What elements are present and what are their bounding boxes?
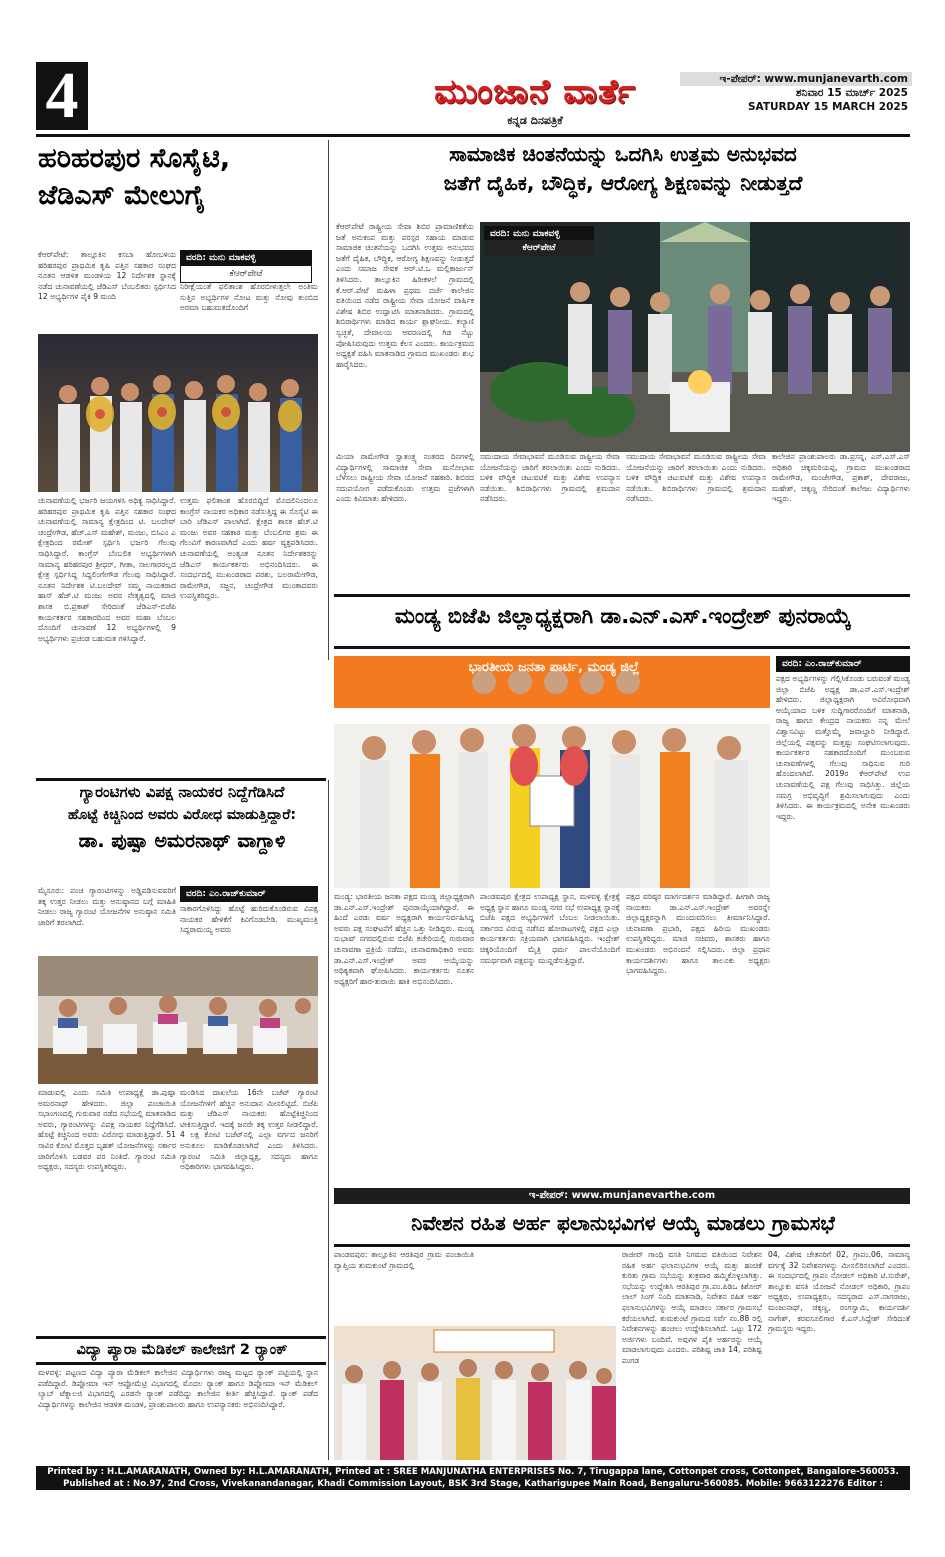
article4-col1: ಮೈಸೂರು: ಪಂಚ ಗ್ಯಾರಂಟಿಗಳನ್ನು ಅಡ್ಡಿಪಡಿಸುವವರಿಗೆ ತಕ್ಕ ಉತ್ತರ ನೀಡಲು ಮತ್ತು ಅನುಷ್ಠಾನದ ಬಗ್ಗೆ ಮಾಹಿತಿ ನೀಡಲು ರಾಜ್ಯ ಗ್ಯಾರಂಟಿ ಯೋಜನೆಗಳ ಅನುಷ್ಠಾನ ಸಮಿತಿ ಜಾರಿಗೆ ತರಲಾಗಿದೆ. <box>38 886 176 927</box>
article2-headline: ಸಾಮಾಜಿಕ ಚಿಂತನೆಯನ್ನು ಒದಗಿಸಿ ಉತ್ತಮ ಅನುಭವದ ಜತೆಗೆ ದೈಹಿಕ, ಬೌದ್ಧಿಕ, ಆರೋಗ್ಯ ಶಿಕ್ಷಣವನ್ನು ನೀಡುತ್ತದೆ <box>443 142 803 195</box>
masthead <box>395 72 675 128</box>
article5-rule-bottom <box>36 1362 326 1365</box>
page-number: 4 <box>36 62 88 130</box>
article5-text: ಮಳವಳ್ಳಿ: ಪಟ್ಟಣದ ವಿದ್ಯಾ ಪ್ಯಾರಾ ಮೆಡಿಕಲ್ ಕಾಲೇಜಿನ ವಿದ್ಯಾರ್ಥಿಗಳು ರಾಜ್ಯ ಮಟ್ಟದ ರ್‍ಯಾಂಕ್ ಪಟ್ಟಿಯಲ್ಲಿ ಸ್ಥಾನ ಪಡೆದಿದ್ದಾರೆ. ಡಿಪ್ಲೋಮಾ ಇನ್ ಆಪ್ಟೋಮೆಟ್ರಿ ವಿಭಾಗದಲ್ಲಿ ಮೊದಲ ರ್‍ಯಾಂಕ್ ಹಾಗೂ ಡಿಪ್ಲೋಮಾ ಇನ್ ಮೆಡಿಕಲ್ ಲ್ಯಾಬ್ ಟೆಕ್ನಾಲಜಿ ವಿಭಾಗದಲ್ಲಿ ಎರಡನೇ ರ್‍ಯಾಂಕ್ ಪಡೆದಿದ್ದು ಕಾಲೇಜಿನ ಕೀರ್ತಿ ಹೆಚ್ಚಿಸಿದ್ದಾರೆ. ರ್‍ಯಾಂಕ್ ಪಡೆದ ವಿದ್ಯಾರ್ಥಿಗಳನ್ನು ಕಾಲೇಜಿನ ಆಡಳಿತ ಮಂಡಳಿ, ಪ್ರಾಂಶುಪಾಲರು ಹಾಗೂ ಉಪನ್ಯಾಸಕರು ಅಭಿನಂದಿಸಿದ್ದಾರೆ. <box>38 1368 318 1409</box>
newspaper-subtitle: ಕನ್ನಡ ದಿನಪತ್ರಿಕೆ <box>507 114 563 127</box>
article4-col2: ಸಾಕಾರಗೊಳಿಸಿದ್ದು ಹೊಟ್ಟೆ ಹುರಿದುಕೊಂಡಿರುವ ವಿಪಕ್ಷ ನಾಯಕರ ಹೇಳಿಕೆಗೆ ಕಿವಿಗೊಡಬೇಡಿ. ಮುಖ್ಯಮಂತ್ರಿ ಸಿದ್ದರಾಮಯ್ಯ ಅವರು <box>180 904 318 935</box>
article6-col3: 04, ವಿಶೇಷ ಚೇತನರಿಗೆ 02, ಗ್ರಾಪಂ.06, ಸಾಮಾನ್ಯ ವರ್ಗಕ್ಕೆ 32 ನಿವೇಶನಗಳನ್ನು ಮೀಸಲಿರಿಸಲಾಗಿದೆ ಎಂದರು. ಈ ಸಂದರ್ಭದಲ್ಲಿ ಗ್ರಾಪಂ ನೋಡಲ್ ಅಧಿಕಾರಿ ಟಿ.ಸುರೇಶ್, ತಾಲ್ಲೂಕು ವಸತಿ ಯೋಜನೆ ನೋಡಲ್ ಅಧಿಕಾರಿ, ಗ್ರಾಪಂ ಅಧ್ಯಕ್ಷರು, ಉಪಾಧ್ಯಕ್ಷರು, ಸದಸ್ಯರಾದ ಎಸ್.ನಾಗರಾಜು, ಮಂಜುನಾಥ್, ಚಿಕ್ಕಣ್ಣ, ರಂಗಸ್ವಾಮಿ, ಕಾರ್ಯದರ್ಶಿ ನಾಗೇಶ್, ಕರವಸೂಲಿಗಾರ ಕೆ.ಎಸ್.ಸಿದ್ದೇಶ್ ಸೇರಿದಂತೆ ಗ್ರಾಮಸ್ಥರು ಇದ್ದರು. <box>768 1250 910 1334</box>
article5-rule-top <box>36 1336 326 1339</box>
article4-rule-top <box>36 778 326 781</box>
column-divider <box>328 780 329 1460</box>
article3-col2: ಪಾಂಡವಪುರ ಕ್ಷೇತ್ರದ ಉಪಾಧ್ಯಕ್ಷ ಸ್ಥಾನ, ಮಳವಳ್ಳಿ ಕ್ಷೇತ್ರಕ್ಕೆ ಅಧ್ಯಕ್ಷ ಸ್ಥಾನ ಹಾಗೂ ಮಂಡ್ಯ ನಗರ ಸಭೆ ಉಪಾಧ್ಯಕ್ಷ ಸ್ಥಾನಕ್ಕೆ ಬಿಜೆಪಿ ಪಕ್ಷದ ಅಭ್ಯರ್ಥಿಗಳಿಗೆ ಬೆಂಬಲ ನೀಡಲಾಯಿತು. ಸರ್ಕಾರದ ವಿರುದ್ಧ ನಡೆಸಿದ ಹೋರಾಟಗಳಲ್ಲಿ ಪಕ್ಷದ ಎಲ್ಲಾ ಕಾರ್ಯಕರ್ತರು ಸಕ್ರಿಯವಾಗಿ ಭಾಗವಹಿಸಿದ್ದರು. ಇಂದ್ರೇಶ್ ಚಿಕ್ಕರಿಯೊಂದಿಗೆ ಮೈತ್ರಿ ಧರ್ಮ ಪಾಲನೆಯೊಂದಿಗೆ ಸಮರ್ಥವಾಗಿ ಪಕ್ಷವನ್ನು ಮುನ್ನಡೆಸುತ್ತಿದ್ದಾರೆ. <box>480 892 620 965</box>
article1-col4: ಉತ್ತಮ ಫಲಿತಾಂಶ ಹೊರಬಿದ್ದಿದೆ ಮೊದಲಿನಿಂದಲೂ ಕಾಂಗ್ರೆಸ್ ನಾಯಕರ ಅಧಿಕಾರ ನಡೆಸುತ್ತಿದ್ದ ಈ ಸೊಸೈಟಿ ಈ ಬಾರಿ ಜೆಡಿಎಸ್ ಪಾಲಾಗಿದೆ. ಕ್ಷೇತ್ರದ ಶಾಸಕ ಹೆಚ್.ಟಿ ಮಂಜು ಅವರ ಸಹಕಾರ ಮತ್ತು ಬೆಂಬಲಿಗರ ಶ್ರಮ ಈ ಗೆಲುವಿಗೆ ಕಾರಣವಾಗಿದೆ ಎಂದು ಹರ್ಷ ವ್ಯಕ್ತಪಡಿಸಿದರು. ಚುನಾವಣೆಯಲ್ಲಿ ಅಂತ್ಯಂತ ನೂತನ ನಿರ್ದೇಶಕರನ್ನು ಜೆಡಿಎಸ್ ಕಾರ್ಯಕರ್ತರು ಅಭಿನಂದಿಸಿದರು. ಈ ಸಂದರ್ಭದಲ್ಲಿ ಮುಖಂಡರಾದ ಪರಶು, ಬಲರಾಮೇಗೌಡ, ರಾಮೇಗೌಡ, ಸಜ್ಜನ, ಚಂದ್ರೇಗೌಡ ಮುಂತಾದವರು ಉಪಸ್ಥಿತರಿದ್ದರು. <box>180 496 318 601</box>
article4-headline: ಗ್ಯಾರಂಟಿಗಳು ವಿಪಕ್ಷ ನಾಯಕರ ನಿದ್ದೆಗೆಡಿಸಿದೆ ಹೊಟ್ಟೆ ಕಿಚ್ಚಿನಿಂದ ಅವರು ವಿರೋಧ ಮಾಡುತ್ತಿದ್ದಾರೆ: ಡಾ. ಪುಷ್ಪಾ ಅಮರನಾಥ್ ವಾಗ್ದಾಳಿ <box>68 783 296 853</box>
imprint-footer: Printed by : H.L.AMARANATH, Owned by: H.L.AMARANATH, Printed at : SREE MANJUNATHA ENTERPRISES No. 7, Tirugappa lane, Cottonpet cross, Cottonpet, Bangalore-560053. Published at : No.97, 2nd Cross, Vivekanandanagar, Khadi Commission Layout, BSK 3rd Stage, Katharigupee Main Road, Bengaluru-560085. Mobile: 9663122276 Editor : H.L.AMARANATH <box>36 1466 910 1490</box>
epaper-url: ಇ-ಪೇಪರ್: www.munjanevarth.com <box>680 72 912 86</box>
article6-headline: ನಿವೇಶನ ರಹಿತ ಅರ್ಹ ಫಲಾನುಭವಿಗಳ ಆಯ್ಕೆ ಮಾಡಲು ಗ್ರಾಮಸಭೆ <box>411 1211 835 1235</box>
epaper-band: ಇ-ಪೇಪರ್: www.munjanevarthe.com <box>334 1188 910 1204</box>
article2-byline-place: ಕೆಆರ್‌ಪೇಟೆ <box>484 240 594 256</box>
article2-col1: ಕೆಆರ್‌ಪೇಟೆ ರಾಷ್ಟ್ರೀಯ ಸೇವಾ ಶಿಬಿರ ಪ್ರಾಮಾಣಿಕತೆಯ ಜತೆ ಅನುಕಂಪ ಮತ್ತು ಪರಸ್ಪರ ಸಹಾಯ ಮಾಡುವ ಸಾಮಾಜಿಕ ಚಿಂತನೆಯನ್ನು ಒದಗಿಸಿ ಉತ್ತಮ ಅನುಭವದ ಜತೆಗೆ ದೈಹಿಕ, ಬೌದ್ಧಿಕ, ಆರೋಗ್ಯ ಶಿಕ್ಷಣವನ್ನು ನೀಡುತ್ತದೆ ಎಂದು ಸಮಾಜ ಸೇವಕ ಆರ್.ಟಿ.ಒ ಮಲ್ಲಿಕಾರ್ಜುನ್ ತಿಳಿಸಿದರು. ತಾಲ್ಲೂಕಿನ ಹಿರೀಕಳಲೆ ಗ್ರಾಮದಲ್ಲಿ ಕೆ.ಆರ್.ಪೇಟೆ ಮಹಿಳಾ ಪ್ರಥಮ ದರ್ಜೆ ಕಾಲೇಜಿನ ವತಿಯಿಂದ ನಡೆದ ರಾಷ್ಟ್ರೀಯ ಸೇವಾ ಯೋಜನೆ ವಾರ್ಷಿಕ ವಿಶೇಷ ಶಿಬಿರ ಉದ್ಘಾಟಿಸಿ ಮಾತನಾಡಿದರು. ಗ್ರಾಮದಲ್ಲಿ ಶಿಬಿರಾರ್ಥಿಗಳು ಮಾಡಿದ ಕಾರ್ಯ ಶ್ಲಾಘನೀಯ. ಕಲ್ಯಾಣಿ ಸ್ವಚ್ಛತೆ, ದೇವಾಲಯ ಆವರಣದಲ್ಲಿ ಗಿಡ ನೆಟ್ಟು ಪೋಷಿಸಿರುವುದು ಉತ್ತಮ ಕೆಲಸ ಎಂದರು. ಕಾರ್ಯಕ್ರಮದ ಅಧ್ಯಕ್ಷತೆ ವಹಿಸಿ ಮಾತನಾಡಿದ ಗ್ರಾಮದ ಮುಖಂಡರು ಶುಭ ಹಾರೈಸಿದರು. <box>336 222 474 369</box>
article1-photo <box>38 334 318 492</box>
article4-col3: ಮಾಡುವಲ್ಲಿ ಎಂದು ಸಮಿತಿ ಉಪಾಧ್ಯಕ್ಷೆ ಡಾ.ಪುಷ್ಪಾ ಅಮರನಾಥ್ ಹೇಳಿದರು. ಜಿಲ್ಲಾ ಪಂಚಾಯಿತಿ ಸಭಾಂಗಣದಲ್ಲಿ ಗುರುವಾರ ನಡೆದ ಸಭೆಯಲ್ಲಿ ಮಾತನಾಡಿದ ಅವರು, ಗ್ಯಾರಂಟಿಗಳನ್ನು ವಿಪಕ್ಷ ನಾಯಕರ ನಿದ್ದೆಗೆಡಿಸಿದೆ. ಹೊಟ್ಟೆ ಕಿಚ್ಚಿನಿಂದ ಅವರು ವಿರೋಧ ಮಾಡುತ್ತಿದ್ದಾರೆ. 51 ಸಾವಿರ ಕೋಟಿ ಮೊತ್ತದ ಬೃಹತ್ ಯೋಜನೆಗಳನ್ನು ಸರ್ಕಾರ ಜಾರಿಗೊಳಿಸಿ ಬಡವರ ಪರ ನಿಂತಿದೆ. ಗ್ಯಾರಂಟಿ ಸಮಿತಿ ಅಧ್ಯಕ್ಷರು, ಸದಸ್ಯರು ಉಪಸ್ಥಿತರಿದ್ದರು. <box>38 1088 176 1172</box>
article2-col3b: ಸಮುದಾಯ ಸೇವಾಭಾವನೆ ಮೂಡಿಸುವ ರಾಷ್ಟ್ರೀಯ ಸೇವಾ ಯೋಜನೆಯನ್ನು ಜಾರಿಗೆ ತರಲಾಯಿತು ಎಂದು ನುಡಿದರು. ಬಳಿಕ ವೌದ್ಧಿಕ ಚಟುವಟಿಕೆ ಮತ್ತು ವಿಶೇಷ ಉಪನ್ಯಾಸ ನಡೆಯಿತು. ಶಿಬಿರಾರ್ಥಿಗಳು ಗ್ರಾಮದಲ್ಲಿ ಶ್ರಮದಾನ ನಡೆಸಿದರು. <box>626 452 766 504</box>
article4-col4: ಮಂಡಿಸಿದ ದಾಖಲೆಯ 16ನೇ ಬಜೆಟ್ ಗ್ಯಾರಂಟಿ ಯೋಜನೆಗಳಿಗೆ ಹೆಚ್ಚಿನ ಅನುದಾನ ಮೀಸಲಿಟ್ಟಿದೆ. ಬಿಜೆಪಿ ಮತ್ತು ಜೆಡಿಎಸ್ ನಾಯಕರು ಹೊಟ್ಟೆಕಿಚ್ಚಿನಿಂದ ಟೀಕಿಸುತ್ತಿದ್ದಾರೆ. ಇದಕ್ಕೆ ಜನರೇ ತಕ್ಕ ಉತ್ತರ ನೀಡಲಿದ್ದಾರೆ. 4 ಲಕ್ಷ ಕೋಟಿ ಬಜೆಟ್‌ನಲ್ಲಿ ಎಲ್ಲಾ ವರ್ಗದ ಜನರಿಗೆ ಅನುಕೂಲ ಮಾಡಿಕೊಡಲಾಗಿದೆ ಎಂದು ತಿಳಿಸಿದರು. ಗ್ಯಾರಂಟಿ ಸಮಿತಿ ಜಿಲ್ಲಾಧ್ಯಕ್ಷ, ಸದಸ್ಯರು ಹಾಗೂ ಅಧಿಕಾರಿಗಳು ಭಾಗವಹಿಸಿದ್ದರು. <box>180 1088 318 1172</box>
column-divider <box>328 140 329 660</box>
article1-byline: ವರದಿ: ಮನು ಮಾಕವಳ್ಳಿ <box>180 250 312 266</box>
masthead-rule <box>36 134 910 137</box>
article4-photo <box>38 956 318 1084</box>
article3-photo <box>334 656 770 888</box>
article3-headline: ಮಂಡ್ಯ ಬಿಜೆಪಿ ಜಿಲ್ಲಾಧ್ಯಕ್ಷರಾಗಿ ಡಾ.ಎನ್.ಎಸ್.ಇಂದ್ರೇಶ್ ಪುನರಾಯ್ಕೆ <box>394 604 852 628</box>
article2-col2: ಮಿಯಾ ರಾಮೇಗೌಡ ಸ್ವಾತಂತ್ರ್ಯ ನಂತರದ ದಿನಗಳಲ್ಲಿ ವಿದ್ಯಾರ್ಥಿಗಳಲ್ಲಿ ಸಾಮಾಜಿಕ ಸೇವಾ ಮನೋಭಾವ ಬೆಳೆಸಲು ರಾಷ್ಟ್ರೀಯ ಸೇವಾ ಯೋಜನೆ ಸಹಕಾರಿ. ಶಿಬಿರದ ಸದುಪಯೋಗ ಪಡೆದುಕೊಂಡು ಉತ್ತಮ ಪ್ರಜೆಗಳಾಗಿ ಎಂದು ಕಿವಿಮಾತು ಹೇಳಿದರು. <box>336 452 474 504</box>
article2-byline: ವರದಿ: ಮನು ಮಾಕವಳ್ಳಿ <box>484 226 594 242</box>
article3-col1: ಮಂಡ್ಯ: ಭಾರತೀಯ ಜನತಾ ಪಕ್ಷದ ಮಂಡ್ಯ ಜಿಲ್ಲಾಧ್ಯಕ್ಷರಾಗಿ ಡಾ.ಎನ್.ಎಸ್.ಇಂದ್ರೇಶ್ ಪುನರಾಯ್ಕೆಯಾಗಿದ್ದಾರೆ. ಈ ಹಿಂದೆ ಎರಡು ವರ್ಷ ಅಧ್ಯಕ್ಷರಾಗಿ ಕಾರ್ಯನಿರ್ವಹಿಸಿದ್ದ ಅವರು ಪಕ್ಷ ಸಂಘಟನೆಗೆ ಹೆಚ್ಚಿನ ಒತ್ತು ನೀಡಿದ್ದರು. ಮಂಡ್ಯ ಸುಭಾಷ್ ನಗರದಲ್ಲಿರುವ ಬಿಜೆಪಿ ಕಚೇರಿಯಲ್ಲಿ ಗುರುವಾರ ಚುನಾವಣಾ ಪ್ರಕ್ರಿಯೆ ನಡೆದು, ಚುನಾವಣಾಧಿಕಾರಿ ಅವರು ಡಾ.ಎನ್.ಎಸ್.ಇಂದ್ರೇಶ್ ಅವರ ಆಯ್ಕೆಯನ್ನು ಅಧಿಕೃತವಾಗಿ ಘೋಷಿಸಿದರು. ಕಾರ್ಯಕರ್ತರು ನೂತನ ಅಧ್ಯಕ್ಷರಿಗೆ ಹಾರ-ತುರಾಯಿ ಹಾಕಿ ಅಭಿನಂದಿಸಿದರು. <box>334 892 474 986</box>
date-english: SATURDAY 15 MARCH 2025 <box>747 101 908 113</box>
article3-banner-text: ಭಾರತೀಯ ಜನತಾ ಪಾರ್ಟಿ, ಮಂಡ್ಯ ಜಿಲ್ಲೆ <box>468 660 640 675</box>
article1-byline-place: ಕೆಆರ್‌ಪೇಟೆ <box>180 265 312 283</box>
article6-photo <box>334 1326 616 1460</box>
article3-rule-top <box>334 594 910 597</box>
article3-byline: ವರದಿ: ಎಂ.ರಾಜ್‌ಕುಮಾರ್ <box>776 656 910 672</box>
article2-col4: ಕಾಲೇಜಿನ ಪ್ರಾಂಶುಪಾಲರು ಡಾ.ಪ್ರಸನ್ನ, ಎನ್.ಎಸ್.ಎಸ್ ಅಧಿಕಾರಿ ಚಿಕ್ಕಮರಿಯಪ್ಪ, ಗ್ರಾಮದ ಮುಖಂಡರಾದ ರಾಮೇಗೌಡ, ಮಂಜೇಗೌಡ, ಪ್ರಕಾಶ್, ದೇವರಾಜು, ಮಹೇಶ್, ಚಿಕ್ಕಣ್ಣ ಸೇರಿದಂತೆ ಕಾಲೇಜು ವಿದ್ಯಾರ್ಥಿಗಳು ಇದ್ದರು. <box>772 452 910 504</box>
newspaper-title: ಮುಂಜಾನೆ ವಾರ್ತೆ <box>434 72 636 112</box>
article1-col1: ಕೆಆರ್‌ಪೇಟೆ: ತಾಲ್ಲೂಕಿನ ಕಸಬಾ ಹೋಬಳಿಯ ಹರಿಹರಪುರ ಪ್ರಾಥಮಿಕ ಕೃಷಿ ಪತ್ತಿನ ಸಹಕಾರ ಸಂಘದ ನೂತನ ಆಡಳಿತ ಮಂಡಳಿಯ 12 ನಿರ್ದೇಶಕ ಸ್ಥಾನಕ್ಕೆ ನಡೆದ ಚುನಾವಣೆಯಲ್ಲಿ ಜೆಡಿಎಸ್ ಬೆಂಬಲಿತರು ಸ್ಪರ್ಧಿಸಿದ 12 ಅಭ್ಯರ್ಥಿಗಳ ಪೈಕಿ 9 ಮಂದಿ <box>38 250 176 302</box>
article2-photo <box>480 222 910 452</box>
article4-byline: ವರದಿ: ಎಂ.ರಾಜ್‌ಕುಮಾರ್ <box>180 886 318 902</box>
article1-headline: ಹರಿಹರಪುರ ಸೊಸೈಟಿ, ಜೆಡಿಎಸ್ ಮೇಲುಗೈ <box>38 143 231 212</box>
article1-col3: ಚುನಾವಣೆಯಲ್ಲಿ ಭರ್ಜರಿ ಜಯಗಳಿಸಿ ಅಧಿಕ್ಯ ಸಾಧಿಸಿದ್ದಾರೆ. ಹರಿಹರಪುರ ಪ್ರಾಥಮಿಕ ಕೃಷಿ ಪತ್ತಿನ ಸಹಕಾರ ಸಂಘದ ಚುನಾವಣೆಯಲ್ಲಿ ಸಾಮಾನ್ಯ ಕ್ಷೇತ್ರದಿಂದ ಟಿ. ಬಲದೇವ್ ಚಂದ್ರೇಗೌಡ, ಹೆಚ್.ಎಸ್ ಮಹೇಶ್, ಮಂಜು, ಬಿಸಿಎಂ ಎ ಕ್ಷೇತ್ರದಿಂದ ರಮೇಶ್ ಸ್ಪರ್ಧಿಸಿ ಭರ್ಜರಿ ಗೆಲುವು ಸಾಧಿಸಿದ್ದಾರೆ. ಕಾಂಗ್ರೆಸ್ ಬೆಂಬಲಿತ ಅಭ್ಯರ್ಥಿಗಳಾಗಿ ಸಾಮಾನ್ಯ ಹರಿಹರಪುರ ಶ್ರೀಧರ್, ಗೀತಾ, ಸಾಲಗಾರರಲ್ಲದ ಕ್ಷೇತ್ರ ಸ್ಪರ್ಧಿಸಿದ್ದ ಸಿದ್ದಲಿಂಗೇಗೌಡ ಗೆಲುವು ಸಾಧಿಸಿದ್ದಾರೆ. ನೂತನ ನಿರ್ದೇಶಕ ಟಿ.ಬಲದೇವ್ ಸಮ್ಮ ನಾಯಕರಾದ ಹಾಸ್ ಹೆಚ್.ಟಿ ಮಂಜು ಅವರ ನೇತೃತ್ವದಲ್ಲಿ ಮಾಜಿ ಶಾಸಕ ಬಿ.ಪ್ರಕಾಶ್ ಸೇರಿದಂತೆ ಜೆಡಿಎಸ್-ಬಿಜೆಪಿ ಕಾರ್ಯಕರ್ತರ ಸಹಕಾರದಿಂದ ಅವರ ಮಹಾ ಬೆಂಬಲ ದೊಂದಿಗೆ ಚುನಾವಣೆ 12 ಅಭ್ಯರ್ಥಿಗಳಲ್ಲಿ 9 ಅಭ್ಯರ್ಥಿಗಳು ಪ್ರಚಂಡ ಬಹುಮತ ಗಳಿಸಿದ್ದಾರೆ. <box>38 496 176 643</box>
article3-col3: ಪಕ್ಷದ ವರಿಷ್ಠರ ಮಾರ್ಗದರ್ಶನ ಮಾಡಿದ್ದಾರೆ. ಹೀಗಾಗಿ ರಾಜ್ಯ ನಾಯಕರು ಡಾ.ಎನ್.ಎಸ್.ಇಂದ್ರೇಶ್ ಅವರನ್ನೇ ಜಿಲ್ಲಾಧ್ಯಕ್ಷರನ್ನಾಗಿ ಮುಂದುವರಿಸಲು ತೀರ್ಮಾನಿಸಿದ್ದಾರೆ. ಚುನಾವಣಾ ಪ್ರಭಾರಿ, ಪಕ್ಷದ ಹಿರಿಯ ಮುಖಂಡರು ಉಪಸ್ಥಿತರಿದ್ದರು. ಮಾಜಿ ಸಚಿವರು, ಶಾಸಕರು ಹಾಗೂ ಮುಖಂಡರು ಅಭಿನಂದನೆ ಸಲ್ಲಿಸಿದರು. ಜಿಲ್ಲಾ ಪ್ರಧಾನ ಕಾರ್ಯದರ್ಶಿಗಳು ಹಾಗೂ ತಾಲೂಕು ಅಧ್ಯಕ್ಷರು ಭಾಗವಹಿಸಿದ್ದರು. <box>626 892 770 976</box>
article3-rule-bottom <box>334 646 910 649</box>
article6-col1: ಪಾಂಡವಪುರ: ತಾಲ್ಲೂಕಿನ ಆರತಿಪುರ ಗ್ರಾಮ ಪಂಚಾಯಿತಿ ವ್ಯಾಪ್ತಿಯ ತುಮಕುಂಟೆ ಗ್ರಾಮದಲ್ಲಿ <box>334 1250 474 1270</box>
article2-col3: ಸಮುದಾಯ ಸೇವಾಭಾವನೆ ಮೂಡಿಸುವ ರಾಷ್ಟ್ರೀಯ ಸೇವಾ ಯೋಜನೆಯನ್ನು ಜಾರಿಗೆ ತರಲಾಯಿತು ಎಂದು ನುಡಿದರು. ಬಳಿಕ ವೌದ್ಧಿಕ ಚಟುವಟಿಕೆ ಮತ್ತು ವಿಶೇಷ ಉಪನ್ಯಾಸ ನಡೆಯಿತು. ಶಿಬಿರಾರ್ಥಿಗಳು ಗ್ರಾಮದಲ್ಲಿ ಶ್ರಮದಾನ ನಡೆಸಿದರು. <box>480 452 620 504</box>
date-kannada: ಶನಿವಾರ 15 ಮಾರ್ಚ್ 2025 <box>795 87 908 99</box>
article6-rule <box>334 1244 910 1247</box>
article1-col2: ನಿರೀಕ್ಷೆಯಂತೆ ಫಲಿತಾಂಶ ಹೊರಬೀಳುತ್ತಲೇ ಅಂತಿಮ ಸುತ್ತಿನ ಅಭ್ಯರ್ಥಿಗಳ ನೋಟ ಮತ್ತು ನೋವು ತುಂಬಿದ ಅರಮಾ ಬಹುಮತದೊಂದಿಗೆ <box>180 282 318 313</box>
article6-col2: ರಾಜೀವ್ ಗಾಂಧಿ ವಸತಿ ನಿಗಮದ ವತಿಯಿಂದ ನಿವೇಶನ ರಹಿತ ಅರ್ಹ ಫಲಾನುಭವಿಗಳ ಆಯ್ಕೆ ಮತ್ತು ಹಂಚಿಕೆ ಕುರಿತು ಗ್ರಾಮ ಸಭೆಯನ್ನು ಶುಕ್ರವಾರ ಹಮ್ಮಿಕೊಳ್ಳಲಾಗಿತ್ತು. ಸಭೆಯನ್ನು ಉದ್ದೇಶಿಸಿ ಆರತಿಪುರ ಗ್ರಾ.ಪಂ.ಪಿಡಿಒ ಕಿಶೋರ್ ಲಾಲ್ ಸಿಂಗ್ ನಿಂದಿ ಮಾತನಾಡಿ, ನಿವೇಶನ ರಹಿತ ಅರ್ಹ ಫಲಾನುಭವಿಗಳನ್ನು ಆಯ್ಕೆ ಮಾಡಲು ಸರ್ಕಾರ ಗ್ರಾಮಸಭೆ ಕರೆಯಲಾಗಿದೆ. ತುಮಕುಂಟೆ ಗ್ರಾಮದ ಸರ್ವೆ ನಂ.88 ರಲ್ಲಿ ನಿವೇಶನಗಳನ್ನು ಹಂಚಲು ಉದ್ದೇಶಿಸಲಾಗಿದೆ. ಒಟ್ಟು 172 ಅರ್ಜಿಗಳು ಬಂದಿವೆ. ಅವುಗಳ ಪೈಕಿ ಅರ್ಹರನ್ನು ಆಯ್ಕೆ ಮಾಡಲಾಗುವುದು ಎಂದರು. ಪರಿಶಿಷ್ಟ ಜಾತಿ 14, ಪರಿಶಿಷ್ಟ ಪಂಗಡ <box>622 1250 762 1365</box>
article5-headline: ವಿದ್ಯಾ ಪ್ಯಾರಾ ಮೆಡಿಕಲ್ ಕಾಲೇಜಿಗೆ 2 ರ್‍ಯಾಂಕ್ <box>76 1342 288 1358</box>
masthead-info <box>680 72 912 114</box>
article3-col-side: ಪಕ್ಷದ ಅಭ್ಯರ್ಥಿಗಳನ್ನು ಗೆಲ್ಲಿಸಿಕೊಂಡು ಬರುವಂತೆ ಮಂಡ್ಯ ಜಿಲ್ಲಾ ಬಿಜೆಪಿ ಅಧ್ಯಕ್ಷ ಡಾ.ಎನ್.ಎಸ್.ಇಂದ್ರೇಶ್ ಹೇಳಿದರು. ಜಿಲ್ಲಾಧ್ಯಕ್ಷರಾಗಿ ಅವಿರೋಧವಾಗಿ ಆಯ್ಕೆಯಾದ ಬಳಿಕ ಸುದ್ದಿಗಾರರೊಂದಿಗೆ ಮಾತನಾಡಿ, ರಾಜ್ಯ ಹಾಗೂ ಕೇಂದ್ರದ ನಾಯಕರು ನನ್ನ ಮೇಲೆ ವಿಶ್ವಾಸವಿಟ್ಟು ಮತ್ತೊಮ್ಮೆ ಜವಾಬ್ದಾರಿ ನೀಡಿದ್ದಾರೆ. ಜಿಲ್ಲೆಯಲ್ಲಿ ಪಕ್ಷವನ್ನು ಮತ್ತಷ್ಟು ಸಂಘಟಿಸಲಾಗುವುದು. ಕಾರ್ಯಕರ್ತರ ಸಹಕಾರದೊಂದಿಗೆ ಮುಂಬರುವ ಚುನಾವಣೆಗಳಲ್ಲಿ ಗೆಲುವು ಸಾಧಿಸುವ ಗುರಿ ಹೊಂದಲಾಗಿದೆ. 2019ರ ಕೆಆರ್‌ಪೇಟೆ ಉಪ ಚುನಾವಣೆಯಲ್ಲಿ ಪಕ್ಷ ಗೆಲುವು ಸಾಧಿಸಿತ್ತು. ಜಿಲ್ಲೆಯ ಸಮಗ್ರ ಅಭಿವೃದ್ಧಿಗೆ ಶ್ರಮಿಸಲಾಗುವುದು ಎಂದು ತಿಳಿಸಿದರು. ಈ ಕಾರ್ಯಕ್ರಮದಲ್ಲಿ ಅನೇಕ ಮುಖಂಡರು ಇದ್ದರು. <box>776 674 910 821</box>
